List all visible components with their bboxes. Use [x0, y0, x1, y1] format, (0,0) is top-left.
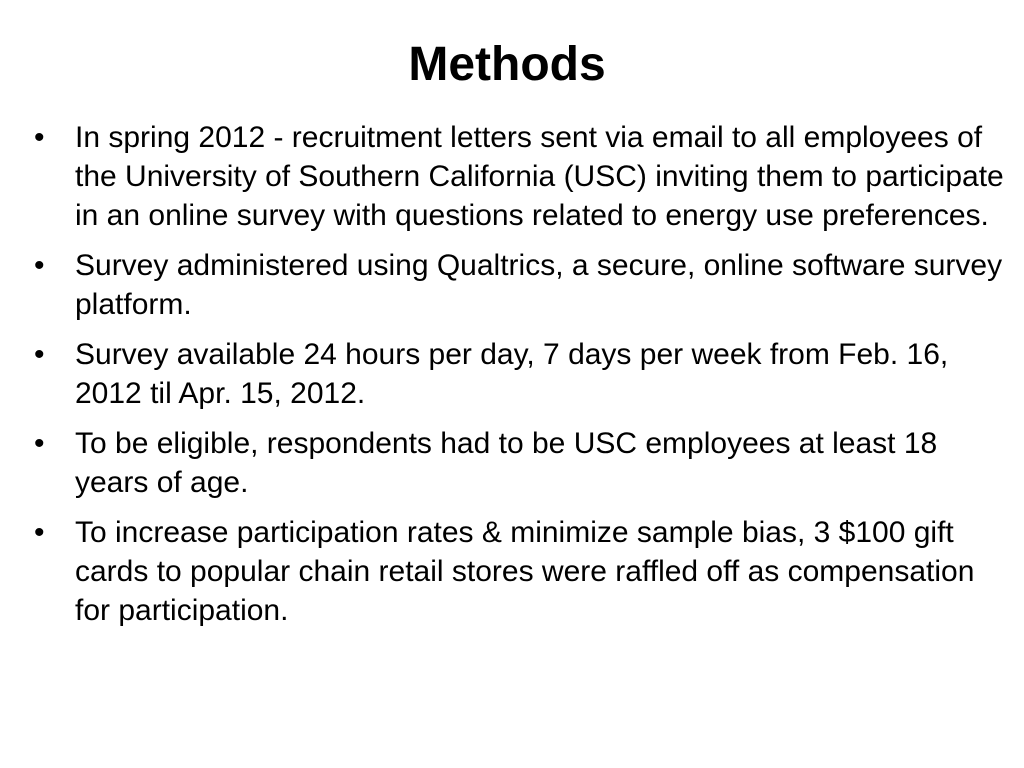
- bullet-item: [34, 424, 1009, 502]
- bullet-icon: •: [34, 249, 45, 282]
- bullet-icon: •: [34, 338, 45, 371]
- bullet-text: Survey available 24 hours per day, 7 days per week from Feb. 16, 2012 til Apr. 15, 2012.: [75, 338, 949, 410]
- slide-title: Methods: [408, 38, 606, 91]
- bullet-text: To increase participation rates & minimize sample bias, 3 $100 gift cards to popular chain retail stores were raffled off as compensation for participation.: [75, 516, 975, 627]
- bullet-item: [34, 335, 1009, 413]
- bullet-icon: •: [34, 516, 45, 549]
- bullet-text: In spring 2012 - recruitment letters sent via email to all employees of the University of Southern California (USC) inviting them to participate in an online survey with questions related to energy use preferences.: [75, 121, 1004, 232]
- bullet-item: [34, 118, 1009, 235]
- bullet-item: [34, 513, 1009, 630]
- bullet-icon: •: [34, 427, 45, 460]
- bullet-text: To be eligible, respondents had to be USC employees at least 18 years of age.: [75, 427, 938, 499]
- bullet-text: Survey administered using Qualtrics, a secure, online software survey platform.: [75, 249, 1003, 321]
- bullet-list: [34, 118, 1009, 641]
- bullet-icon: •: [34, 121, 45, 154]
- bullet-item: [34, 246, 1009, 324]
